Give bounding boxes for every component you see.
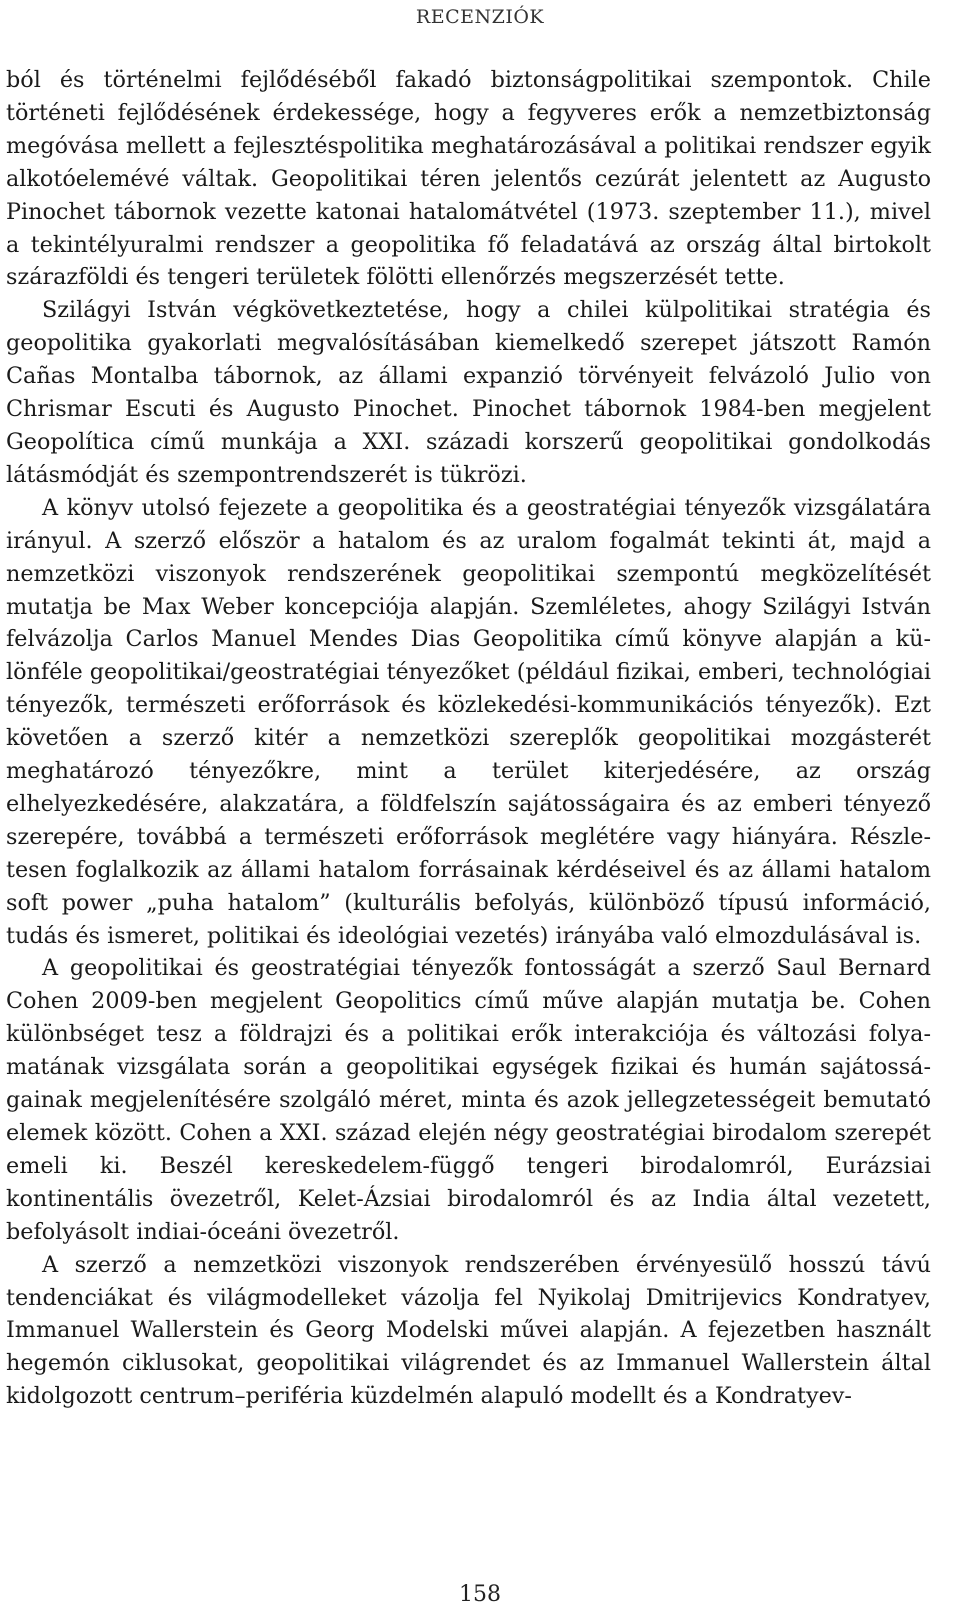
running-header: RECENZIÓK — [415, 6, 545, 28]
paragraph-4: A geopolitikai és geostratégiai tényezők fontosságát a szerző Saul Bernard Cohen 2009-ben megjelent Geopolitics című műve alapján mutatja be. Cohen különbséget tesz a földrajzi és a politikai erők interakciója és változási folyamatának vizsgálata során a geopolitikai egységek fizikai és humán sajátosságainak megjelenítésére szolgáló méret, minta és azok jellegzetességeit bemutató elemek között. Cohen a XXI. század elején négy geostratégiai birodalom szerepét emeli ki. Beszél kereskedelem-függő tengeri birodalomról, Eurázsiai kontinentális övezetről, Kelet-Ázsiai birodalomról és az India által vezetett, befolyásolt indiai-óceáni övezetről. — [6, 955, 931, 1245]
paragraph-3: A könyv utolsó fejezete a geopolitika és a geostratégiai tényezők vizsgálatára irányul. A szerző először a hatalom és az uralom fogalmát tekinti át, majd a nemzetközi viszonyok rendszerének geopolitikai szempontú megközelítését mutatja be Max Weber koncepciója alapján. Szemléletes, ahogy Szilágyi István felvázolja Carlos Manuel Mendes Dias Geopolitika című könyve alapján a különféle geopolitikai/geostratégiai tényezőket (például fizikai, emberi, technológiai tényezők, természeti erőforrások és közlekedési-kommunikációs tényezők). Ezt követően a szerző kitér a nemzetközi szereplők geopolitikai mozgásterét meghatározó tényezőkre, mint a terület kiterjedésére, az ország elhelyezkedésére, alakzatára, a földfelszín sajátosságaira és az emberi tényező szerepére, továbbá a természeti erőforrások meglétére vagy hiányára. Részletesen foglalkozik az állami hatalom forrásainak kérdéseivel és az állami hatalom soft power „puha hatalom” (kulturális befolyás, különböző típusú információ, tudás és ismeret, politikai és ideológiai vezetés) irányába való elmozdulásával is. — [6, 494, 931, 949]
page-number: 158 — [459, 1582, 501, 1607]
paragraph-1: ból és történelmi fejlődéséből fakadó biztonságpolitikai szempontok. Chile történeti fejlődésének érdekessége, hogy a fegyveres erők a nemzetbiztonság megóvása mellett a fejlesztéspolitika meghatározásával a politikai rendszer egyik alkotóelemévé váltak. Geopolitikai téren jelentős cezúrát jelentett az Augusto Pinochet tábornok vezette katonai hatalomátvétel (1973. szeptember 11.), mivel a tekintélyuralmi rendszer a geopolitika fő feladatává az ország által birtokolt szárazföldi és tengeri területek fölötti ellenőrzés megszerzését tette. — [6, 67, 931, 291]
paragraph-2: Szilágyi István végkövetkeztetése, hogy a chilei külpolitikai stratégia és geopolitika gyakorlati megvalósításában kiemelkedő szerepet játszott Ramón Cañas Montalba tábornok, az állami expanzió törvényeit felvázoló Julio von Chrismar Escuti és Augusto Pinochet. Pinochet tábornok 1984-ben megjelent Geopolítica című munkája a XXI. századi korszerű geopolitikai gondolkodás látásmódját és szempontrendszerét is tükrözi. — [6, 297, 931, 488]
body-text — [6, 64, 931, 1413]
paragraph-5: A szerző a nemzetközi viszonyok rendszerében érvényesülő hosszú távú tendenciákat és világmodelleket vázolja fel Nyikolaj Dmitrijevics Kondratyev, Immanuel Wallerstein és Georg Modelski művei alapján. A fejezetben használt hegemón ciklusokat, geopolitikai világrendet és az Immanuel Wallerstein által kidolgozott centrum–periféria küzdelmén alapuló modellt és a Kondratyev- — [6, 1251, 931, 1410]
